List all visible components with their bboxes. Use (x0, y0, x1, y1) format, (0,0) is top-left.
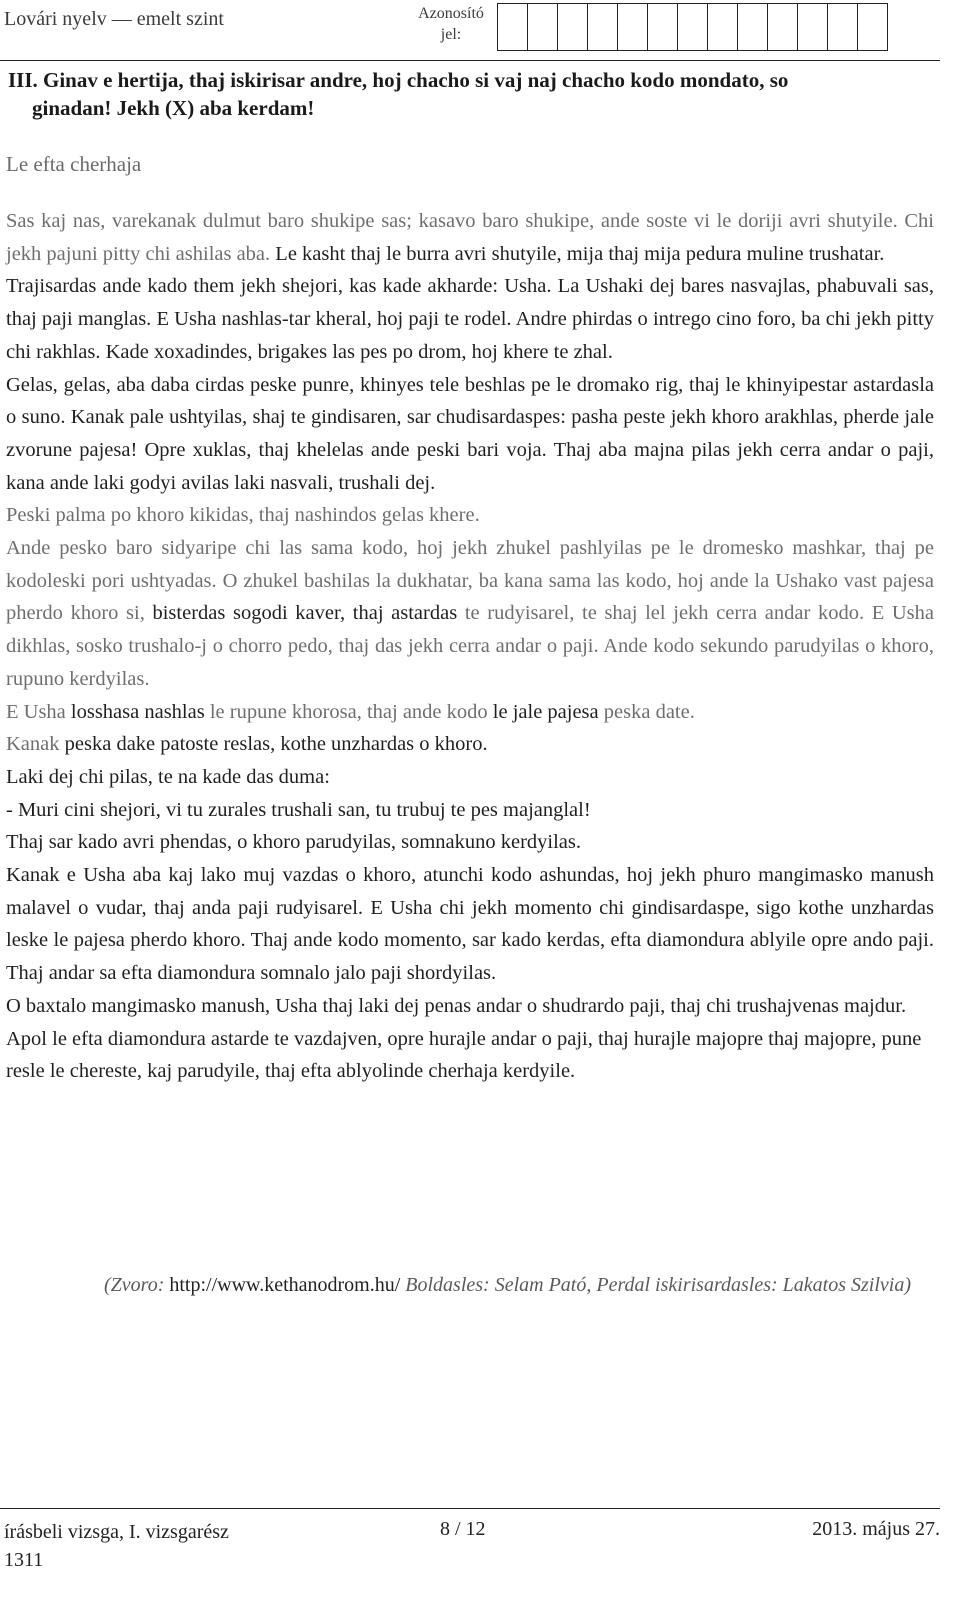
footer-exam-info (4, 1518, 229, 1574)
source-suffix: Boldasles: Selam Pató, Perdal iskirisardasles: Lakatos Szilvia) (400, 1274, 911, 1296)
source-prefix: (Zvoro: (104, 1274, 170, 1296)
story-paragraph (6, 859, 934, 990)
story-text-segment: te rudyisarel, te shaj lel jekh cerra andar kodo. E Usha dikhlas, sosko trushalo-j o chorro pedo, thaj das jekh cerra andar o paji. Ande kodo sekundo parudyilas o khoro, rupuno kerdyilas. (6, 602, 935, 690)
source-link[interactable]: http://www.kethanodrom.hu/ (169, 1274, 401, 1296)
story-text-segment: bisterdas sogodi kaver, thaj astardas (152, 602, 458, 625)
story-paragraph (6, 728, 934, 761)
story-title: Le efta cherhaja (6, 152, 142, 176)
id-code-box[interactable] (798, 3, 828, 51)
story-text-segment: peska dake patoste reslas, kothe unzhardas o khoro. (59, 733, 488, 756)
story-paragraph (6, 1023, 934, 1088)
story-text-segment: Apol le efta diamondura astarde te vazdajven, opre hurajle andar o paji, thaj hurajle majopre thaj majopre, pune resle le chereste, kaj parudyile, thaj efta ablyolinde cherhaja kerdyile. (6, 1027, 922, 1083)
story-text-segment: peska date. (598, 700, 695, 723)
story-text-segment: O baxtalo mangimasko manush, Usha thaj laki dej penas andar o shudrardo paji, thaj chi trushajvenas majdur. (6, 994, 907, 1017)
task-instruction (8, 66, 933, 122)
story-text-segment: Le kasht thaj le burra avri shutyile, mija thaj mija pedura muline trushatar. (270, 242, 885, 265)
footer-exam-part: írásbeli vizsga, I. vizsgarész (4, 1521, 229, 1543)
story-paragraph (6, 696, 934, 729)
page-header (0, 0, 960, 64)
story-text-segment: Peski palma po khoro kikidas, thaj nashindos gelas khere. (6, 504, 480, 527)
story-text-segment: Ande pesko baro sidyaripe chi las sama kodo, hoj jekh zhukel pashlyilas pe le dromesko mashkar, thaj pe kodoleski pori ushtyadas. O zhukel bashilas la dukhatar, ba kana sama las kodo, hoj ande la Ushako vast pajesa pherdo khoro si, (6, 537, 934, 625)
story-text-segment: - Muri cini shejori, vi tu zurales trushali san, tu trubuj te pes majanglal! (6, 798, 591, 821)
source-citation (104, 1274, 934, 1297)
instruction-line-1: III. Ginav e hertija, thaj iskirisar andre, hoj chacho si vaj naj chacho kodo mondato, so (8, 68, 789, 92)
story-paragraph (6, 826, 934, 859)
id-code-boxes (497, 3, 888, 51)
story-paragraph (6, 532, 934, 696)
story-text-segment: Laki dej chi pilas, te na kade das duma: (6, 765, 330, 788)
story-text-segment: losshasa nashlas (70, 700, 205, 723)
id-label-line1: Azonosító (418, 5, 484, 22)
id-code-box[interactable] (498, 3, 528, 51)
id-code-box[interactable] (768, 3, 798, 51)
exam-title: Lovári nyelv — emelt szint (4, 8, 224, 30)
story-text-segment: Thaj sar kado avri phendas, o khoro parudyilas, somnakuno kerdyilas. (6, 831, 582, 854)
id-label-line2: jel: (440, 26, 462, 43)
id-code-box[interactable] (528, 3, 558, 51)
id-label (411, 3, 491, 45)
id-code-box[interactable] (708, 3, 738, 51)
story-text-segment: Kanak (6, 733, 60, 756)
story-paragraph (6, 794, 934, 827)
footer-divider (0, 1508, 940, 1509)
story-text (6, 205, 934, 1088)
story-text-segment: le jale pajesa (492, 700, 599, 723)
story-text-segment: Kanak e Usha aba kaj lako muj vazdas o khoro, atunchi kodo ashundas, hoj jekh phuro mangimasko manush malavel o vudar, thaj anda paji rudyisarel. E Usha chi jekh momento chi gindisardaspe, sigo kothe unzhardas leske le pajesa pherdo khoro. Thaj ande kodo momento, sar kado kerdas, efta diamondura ablyile opre ando paji. Thaj andar sa efta diamondura somnalo jalo paji shordyilas. (6, 864, 934, 985)
instruction-line-2: ginadan! Jekh (X) aba kerdam! (32, 96, 315, 120)
id-code-box[interactable] (558, 3, 588, 51)
story-paragraph (6, 270, 934, 368)
id-code-box[interactable] (858, 3, 888, 51)
header-divider (0, 60, 940, 61)
story-text-segment: le rupune khorosa, thaj ande kodo (204, 700, 493, 723)
page-number: 8 / 12 (440, 1518, 486, 1540)
story-paragraph (6, 205, 934, 270)
id-code-box[interactable] (618, 3, 648, 51)
exam-date: 2013. május 27. (812, 1518, 940, 1540)
story-paragraph (6, 499, 934, 532)
story-text-segment: E Usha (6, 700, 71, 723)
story-paragraph (6, 761, 934, 794)
story-text-segment: Trajisardas ande kado them jekh shejori, kas kade akharde: Usha. La Ushaki dej bares nasvajlas, phabuvali sas, thaj paji manglas. E Usha nashlas-tar kheral, hoj paji te rodel. Andre phirdas o intrego cino foro, ba chi jekh pitty chi rakhlas. Kade xoxadindes, brigakes las pes po drom, hoj khere te zhal. (6, 275, 934, 363)
id-code-box[interactable] (738, 3, 768, 51)
id-code-box[interactable] (588, 3, 618, 51)
id-code-box[interactable] (648, 3, 678, 51)
id-code-box[interactable] (828, 3, 858, 51)
story-paragraph (6, 369, 934, 500)
story-text-segment: Gelas, gelas, aba daba cirdas peske punre, khinyes tele beshlas pe le dromako rig, thaj le khinyipestar astardasla o suno. Kanak pale ushtyilas, shaj te gindisaren, sar chudisardaspes: pasha peste jekh khoro arakhlas, pherde jale zvorune pajesa! Opre xuklas, thaj khelelas ande peski bari voja. Thaj aba majna pilas jekh cerra andar o paji, kana ande laki godyi avilas laki nasvali, trushali dej. (6, 373, 934, 494)
story-text-segment: Sas kaj nas, varekanak dulmut baro shukipe sas; kasavo baro shukipe, ande soste vi le doriji avri shutyile. Chi jekh pajuni pitty chi ashilas aba. (6, 210, 934, 265)
story-paragraph (6, 990, 934, 1023)
id-code-box[interactable] (678, 3, 708, 51)
footer-exam-code: 1311 (4, 1549, 44, 1571)
